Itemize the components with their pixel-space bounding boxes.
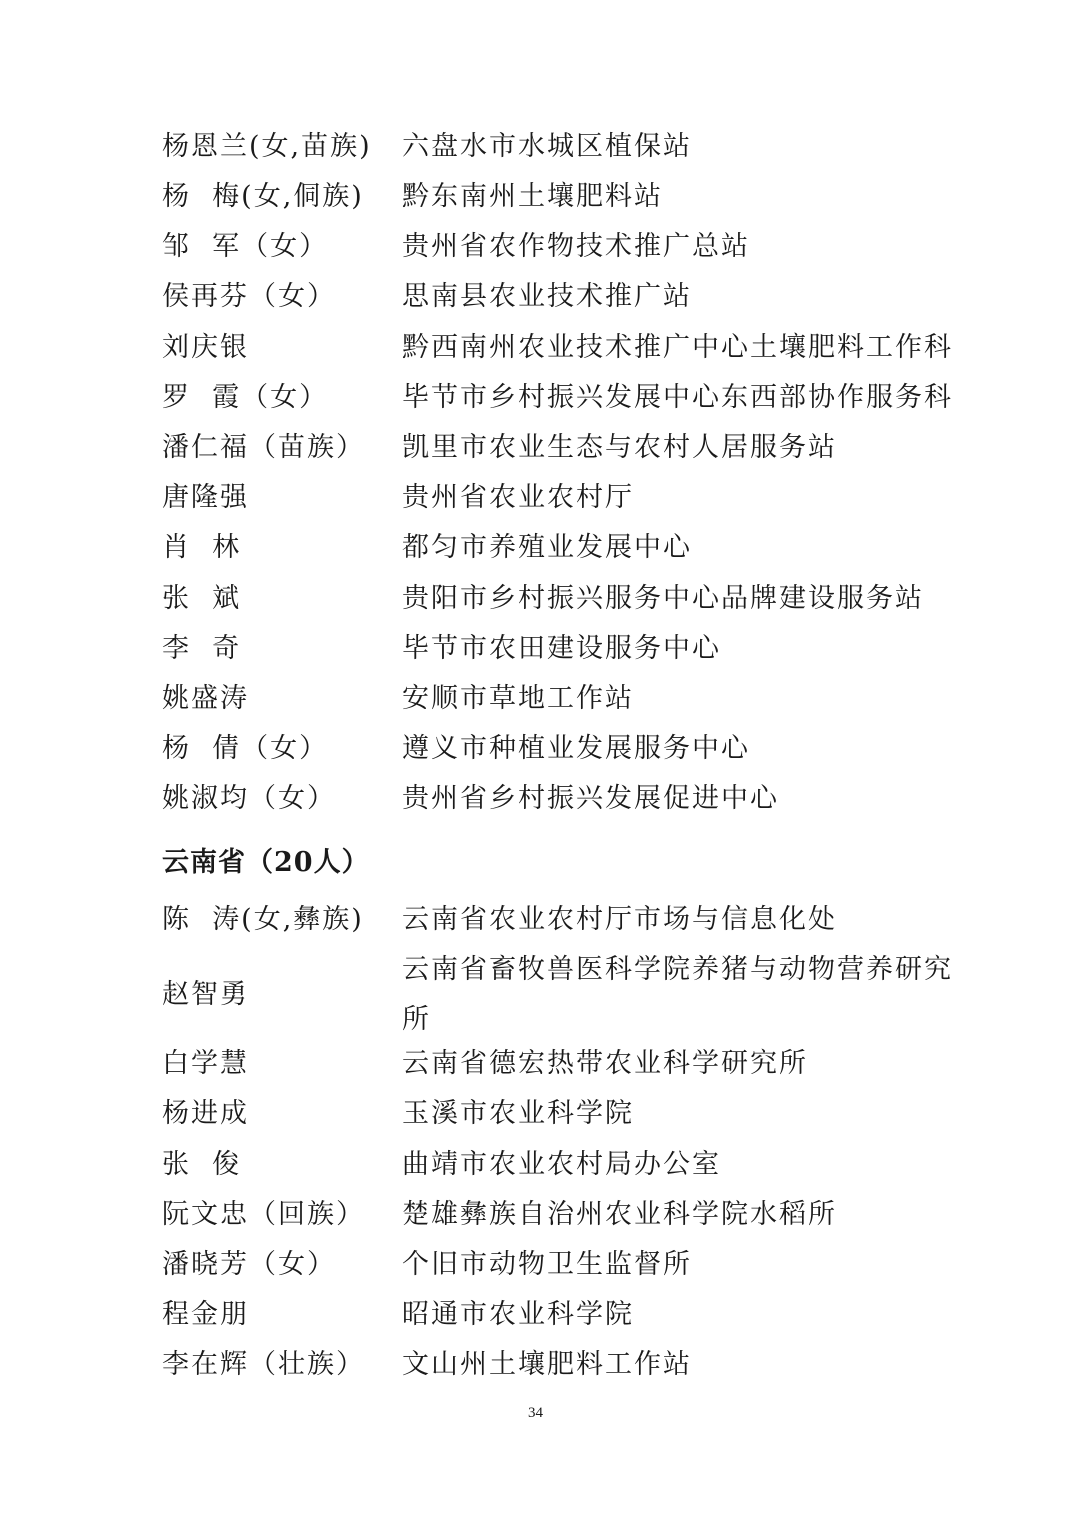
person-name: 姚盛涛 (162, 683, 249, 714)
person-name: 杨 倩（女） (162, 733, 329, 764)
organization: 毕节市农田建设服务中心 (402, 633, 721, 664)
person-name: 杨进成 (162, 1098, 249, 1129)
organization: 昭通市农业科学院 (402, 1299, 634, 1330)
organization: 遵义市种植业发展服务中心 (402, 733, 750, 764)
person-name: 潘晓芳（女） (162, 1249, 336, 1280)
person-name: 侯再芬（女） (162, 281, 336, 312)
person-name: 潘仁福（苗族） (162, 432, 365, 463)
person-name: 邹 军（女） (162, 231, 329, 262)
person-name: 白学慧 (162, 1048, 249, 1079)
organization: 个旧市动物卫生监督所 (402, 1249, 692, 1280)
person-name: 肖 林 (162, 532, 242, 563)
organization: 贵州省农业农村厅 (402, 482, 634, 513)
organization: 文山州土壤肥料工作站 (402, 1349, 692, 1380)
organization: 贵州省农作物技术推广总站 (402, 231, 750, 262)
organization: 思南县农业技术推广站 (402, 281, 692, 312)
organization: 贵州省乡村振兴发展促进中心 (402, 783, 779, 814)
person-name: 刘庆银 (162, 332, 249, 363)
person-name: 陈 涛(女,彝族) (162, 904, 364, 935)
organization: 云南省畜牧兽医科学院养猪与动物营养研究所 (402, 954, 953, 1035)
person-name: 姚淑均（女） (162, 783, 336, 814)
person-name: 杨恩兰(女,苗族) (162, 131, 372, 162)
person-name: 赵智勇 (162, 979, 249, 1010)
person-name: 罗 霞（女） (162, 382, 329, 413)
organization: 云南省德宏热带农业科学研究所 (402, 1048, 808, 1079)
page-number: 34 (528, 1405, 543, 1421)
organization: 黔西南州农业技术推广中心土壤肥料工作科 (402, 332, 953, 363)
organization: 黔东南州土壤肥料站 (402, 181, 663, 212)
person-name: 阮文忠（回族） (162, 1199, 365, 1230)
person-name: 程金朋 (162, 1299, 249, 1330)
section-heading: 云南省（20人） (162, 847, 370, 878)
person-name: 李 奇 (162, 633, 242, 664)
list-item (162, 945, 982, 1045)
organization: 凯里市农业生态与农村人居服务站 (402, 432, 837, 463)
person-name: 张 斌 (162, 583, 242, 614)
organization: 玉溪市农业科学院 (402, 1098, 634, 1129)
organization: 毕节市乡村振兴发展中心东西部协作服务科 (402, 382, 953, 413)
organization: 云南省农业农村厅市场与信息化处 (402, 904, 837, 935)
organization: 六盘水市水城区植保站 (402, 131, 692, 162)
organization: 安顺市草地工作站 (402, 683, 634, 714)
person-name: 张 俊 (162, 1149, 242, 1180)
person-name: 杨 梅(女,侗族) (162, 181, 364, 212)
organization: 曲靖市农业农村局办公室 (402, 1149, 721, 1180)
organization: 贵阳市乡村振兴服务中心品牌建设服务站 (402, 583, 924, 614)
organization: 楚雄彝族自治州农业科学院水稻所 (402, 1199, 837, 1230)
person-name: 唐隆强 (162, 482, 249, 513)
organization: 都匀市养殖业发展中心 (402, 532, 692, 563)
person-name: 李在辉（壮族） (162, 1349, 365, 1380)
